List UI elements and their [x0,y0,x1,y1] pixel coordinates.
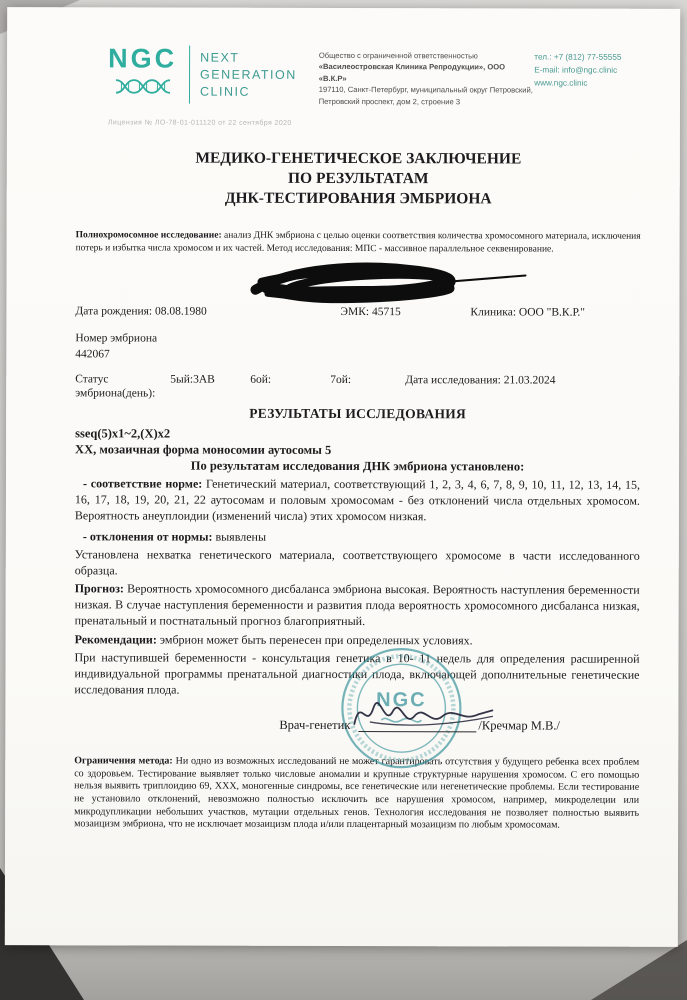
dna-helix-icon [113,77,171,95]
followup-paragraph: При наступившей беременности - консультация генетика в 10- 11 недель для определения расширенной индивидуальной программы пренатальной диагностики плода, включающей дополнительные генетические исследования плода. [74,649,640,697]
signature-line [358,718,476,732]
deviation-label: - отклонения от нормы: [82,529,213,544]
status-day-6: 6ой: [250,373,272,386]
emk-number: ЭМК: 45715 [340,305,401,319]
document-title [76,148,641,209]
norm-text: Генетический материал, соответствующий 1, 2, 3, 4, 6, 7, 8, 9, 10, 11, 12, 13, 14, 15, 16, 17, 18, 19, 20, 21, 22 аутосомам и половым хромосомам - без отклонений числа отдельных хромосом. Вероятность анеуплоидии (изменений числа) этих хромосом низкая. [74,476,640,524]
company-type: Общество с ограниченной ответственностью [318,50,478,61]
study-description-text: анализ ДНК эмбриона с целью оценки соответствия количества хромосомного материала, исключения потерь и избытка числа хромосом и их частей. Метод исследования: МПС - массивное параллельное секвенирование. [75,231,641,255]
study-description [76,230,641,257]
result-summary: ХХ, мозаичная форма моносомии аутосомы 5 [75,442,332,457]
logo-brand-text: NGC [108,43,178,74]
norm-label: - соответствие норме: [82,476,203,491]
contact-info [534,47,641,111]
signature-row [74,717,639,733]
prognosis-paragraph [75,581,640,631]
logo-name-line: GENERATION [200,67,297,82]
recommendation-label: Рекомендации: [74,631,157,647]
embryo-number-value: 442067 [75,348,110,361]
embryo-status-row [75,372,640,402]
company-info [319,46,535,111]
ngc-logo [108,45,297,109]
signature-area [74,688,639,752]
company-name: «Василеостровская Клиника Репродукции», ООО «В.К.Р» [318,62,506,83]
prognosis-text: Вероятность хромосомного дисбаланса эмбриона высокая. Вероятность наступления беременности низкая. В случае наступления беременности и развития плода вероятность хромосомного дисбаланса низкая, пренатальный и постнатальный прогноз благоприятный. [74,581,640,629]
website-url: www.ngc.clinic [534,78,588,88]
embryo-number-label: Номер эмбриона [75,332,158,345]
doctor-role: Врач-генетик [279,717,351,732]
company-address-1: 197110, Санкт-Петербург, муниципальный округ Петровский, [318,85,533,95]
status-day-5: 5ый:3АВ [170,373,215,386]
limitations-text: Ни одно из возможных исследований не может гарантировать отсутствия у будущего ребенка всех проблем со здоровьем. Тестирование выявляет только числовые аномалии и крупные структурные нарушения хромосом. С его помощью нельзя выявить триплоидию 69, XXX, моногенные синдромы, все генетические или негенетические проблемы. Если тестирование не установило отклонений, невозможно полностью исключить все нарушения хромосом, например, микроделеции или микродупликации небольших участков, мутации отдельных генов. Технология исследования не позволяет полностью выявить мозаицизм эмбриона, что не исключает мозаицизм плода и/или плацентарный мозаицизм по любым хромосомам. [74,755,640,831]
logo-divider [189,46,190,104]
deviation-detail: Установлена нехватка генетического материала, соответствующего хромосоме в части исследованного образца. [74,547,640,578]
photo-background-band [0,946,687,1000]
logo-name-line: CLINIC [199,84,251,99]
document-page [5,7,680,947]
recommendation-text: эмбрион может быть перенесен при определенных условиях. [156,632,473,647]
embryo-number-block [75,330,640,364]
stamp-brand-text: NGC [376,688,427,712]
logo-clinic-name [200,46,297,101]
title-line-1: МЕДИКО-ГЕНЕТИЧЕСКОЕ ЗАКЛЮЧЕНИЕ [195,149,522,168]
status-day-7: 7ой: [330,374,352,387]
letterhead [108,45,641,110]
embryo-status-label: Статус эмбриона(день): [75,373,156,400]
company-address-2: Петровский проспект, дом 2, строение 3 [318,96,461,106]
results-heading: РЕЗУЛЬТАТЫ ИССЛЕДОВАНИЯ [249,405,467,422]
deviation-value: выявлены [212,529,267,544]
logo-name-line: NEXT [200,50,240,65]
email-address: E-mail: info@ngc.clinic [534,65,618,75]
phone-number: тел.: +7 (812) 77-55555 [534,52,622,62]
title-line-2: ПО РЕЗУЛЬТАТАМ [287,169,429,188]
deviation-line [75,528,640,546]
study-date: Дата исследования: 21.03.2024 [405,374,556,387]
clinic-name: Клиника: ООО "В.К.Р." [470,306,586,319]
license-line: Лицензия № ЛО-78-01-011120 от 22 сентября 2020 [107,119,292,127]
results-subheading: По результатам исследования ДНК эмбриона установлено: [190,458,525,474]
title-line-3: ДНК-ТЕСТИРОВАНИЯ ЭМБРИОНА [224,189,492,208]
redaction-scribble [241,258,541,309]
limitations-label: Ограничения метода: [74,755,173,767]
karyotype-formula: sseq(5)x1~2,(X)x2 [75,426,171,441]
birth-date: Дата рождения: 08.08.1980 [75,305,207,318]
norm-paragraph [75,475,640,525]
doctor-name: /Кречмар М.В./ [478,718,560,733]
prognosis-label: Прогноз: [74,581,124,596]
study-description-label: Полнохромосомное исследование: [75,230,222,242]
